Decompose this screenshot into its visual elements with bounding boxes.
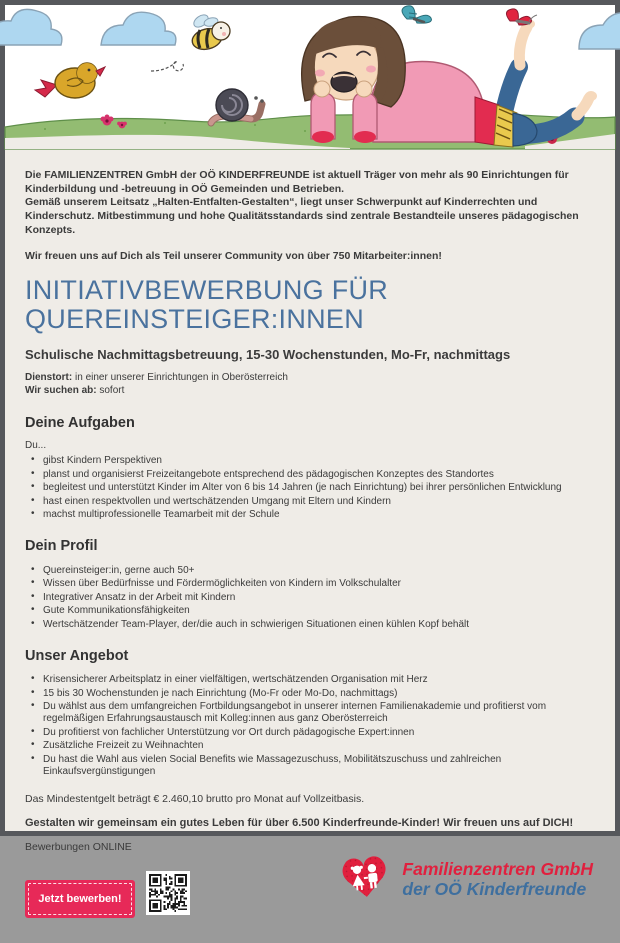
- list-item: • Wissen über Bedürfnisse und Fördermöglichkeiten von Kindern im Volkschulalter: [31, 578, 593, 590]
- list-item: • Gute Kommunikationsfähigkeiten: [31, 605, 593, 617]
- job-meta: [25, 371, 593, 398]
- heart-with-children-icon: [336, 853, 394, 905]
- list-item: • Du wählst aus dem umfangreichen Fortbildungsangebot in unserer internen Familienakademie und profitierst vom regelmäßigen Erfahrungsaustausch mit Kolleg:innen aus ganz Oberösterreich: [31, 701, 593, 725]
- closing-line: Gestalten wir gemeinsam ein gutes Leben für über 6.500 Kinderfreunde-Kinder! Wir freuen uns auf DICH!: [25, 816, 574, 829]
- qr-code: [146, 871, 190, 915]
- list-item: • gibst Kindern Perspektiven: [31, 455, 593, 467]
- apply-now-button[interactable]: Jetzt bewerben!: [28, 883, 132, 915]
- footer-row: [25, 853, 593, 943]
- list-item: • Quereinsteiger:in, gerne auch 50+: [31, 565, 593, 577]
- section-heading-offer: Unser Angebot: [25, 647, 129, 664]
- profile-list: [25, 563, 593, 631]
- section-heading-tasks: Deine Aufgaben: [25, 414, 135, 431]
- tasks-list: [25, 454, 593, 522]
- intro-line-2: Gemäß unserem Leitsatz „Halten-Entfalten-Gestalten“, liegt unser Schwerpunkt auf Kinderrechten und Kinderschutz. Mitbestimmung und hohe Qualitätsstandards sind zentrale Bestandteile unseres pädagogischen Konzepts.: [25, 196, 579, 236]
- intro-paragraph: [25, 169, 593, 237]
- salary-line: Das Mindestentgelt beträgt € 2.460,10 brutto pro Monat auf Vollzeitbasis.: [25, 792, 365, 805]
- list-item: • Integrativer Ansatz in der Arbeit mit Kindern: [31, 592, 593, 604]
- company-logo: [336, 853, 593, 905]
- list-item: • Du profitierst von fachlicher Unterstützung vor Ort durch pädagogische Expert:innen: [31, 727, 593, 739]
- flyer-body: [5, 149, 615, 905]
- dienstort-line: Dienstort: in einer unserer Einrichtungen in Oberösterreich: [25, 371, 288, 383]
- section-heading-profile: Dein Profil: [25, 538, 98, 555]
- list-item: • begleitest und unterstützt Kinder im Alter von 6 bis 14 Jahren (je nach Einrichtung) bei ihrer persönlichen Entwicklung: [31, 482, 593, 494]
- intro-line-1: Die FAMILIENZENTREN GmbH der OÖ KINDERFREUNDE ist aktuell Träger von mehr als 90 Einrichtungen für Kinderbildung und -betreuung in OÖ Gemeinden und Betrieben.: [25, 169, 569, 195]
- apply-channel-line: Bewerbungen ONLINE: [25, 840, 132, 853]
- list-item: • Wertschätzender Team-Player, der/die auch in schwierigen Situationen einen kühlen Kopf behält: [31, 619, 593, 631]
- list-item: • 15 bis 30 Wochenstunden je nach Einrichtung (Mo-Fr oder Mo-Do, nachmittags): [31, 688, 593, 700]
- list-item: • Krisensicherer Arbeitsplatz in einer vielfältigen, wertschätzenden Organisation mit Herz: [31, 674, 593, 686]
- company-logo-text: [402, 859, 593, 899]
- company-name-line2: der OÖ Kinderfreunde: [402, 878, 587, 899]
- list-item: • Zusätzliche Freizeit zu Weihnachten: [31, 740, 593, 752]
- offer-list: [25, 673, 593, 778]
- start-line: Wir suchen ab: sofort: [25, 385, 125, 397]
- tasks-lead: Du...: [25, 439, 47, 451]
- company-name-line1: Familienzentren GmbH: [402, 858, 593, 879]
- page-title: INITIATIVBEWERBUNG FÜR QUEREINSTEIGER:INNEN: [25, 275, 389, 334]
- list-item: • hast einen respektvollen und wertschätzenden Umgang mit Eltern und Kindern: [31, 496, 593, 508]
- header-illustration: [5, 5, 615, 149]
- list-item: • machst multiprofessionelle Teamarbeit mit der Schule: [31, 509, 593, 521]
- list-item: • planst und organisierst Freizeitangebote entsprechend des pädagogischen Konzeptes des Standortes: [31, 469, 593, 481]
- list-item: • Du hast die Wahl aus vielen Social Benefits wie Massagezuschuss, Mobilitätszuschuss und zahlreichen Einkaufsvergünstigungen: [31, 754, 593, 778]
- community-line: Wir freuen uns auf Dich als Teil unserer Community von über 750 Mitarbeiter:innen!: [25, 250, 442, 263]
- job-subtitle: Schulische Nachmittagsbetreuung, 15-30 Wochenstunden, Mo-Fr, nachmittags: [25, 346, 511, 362]
